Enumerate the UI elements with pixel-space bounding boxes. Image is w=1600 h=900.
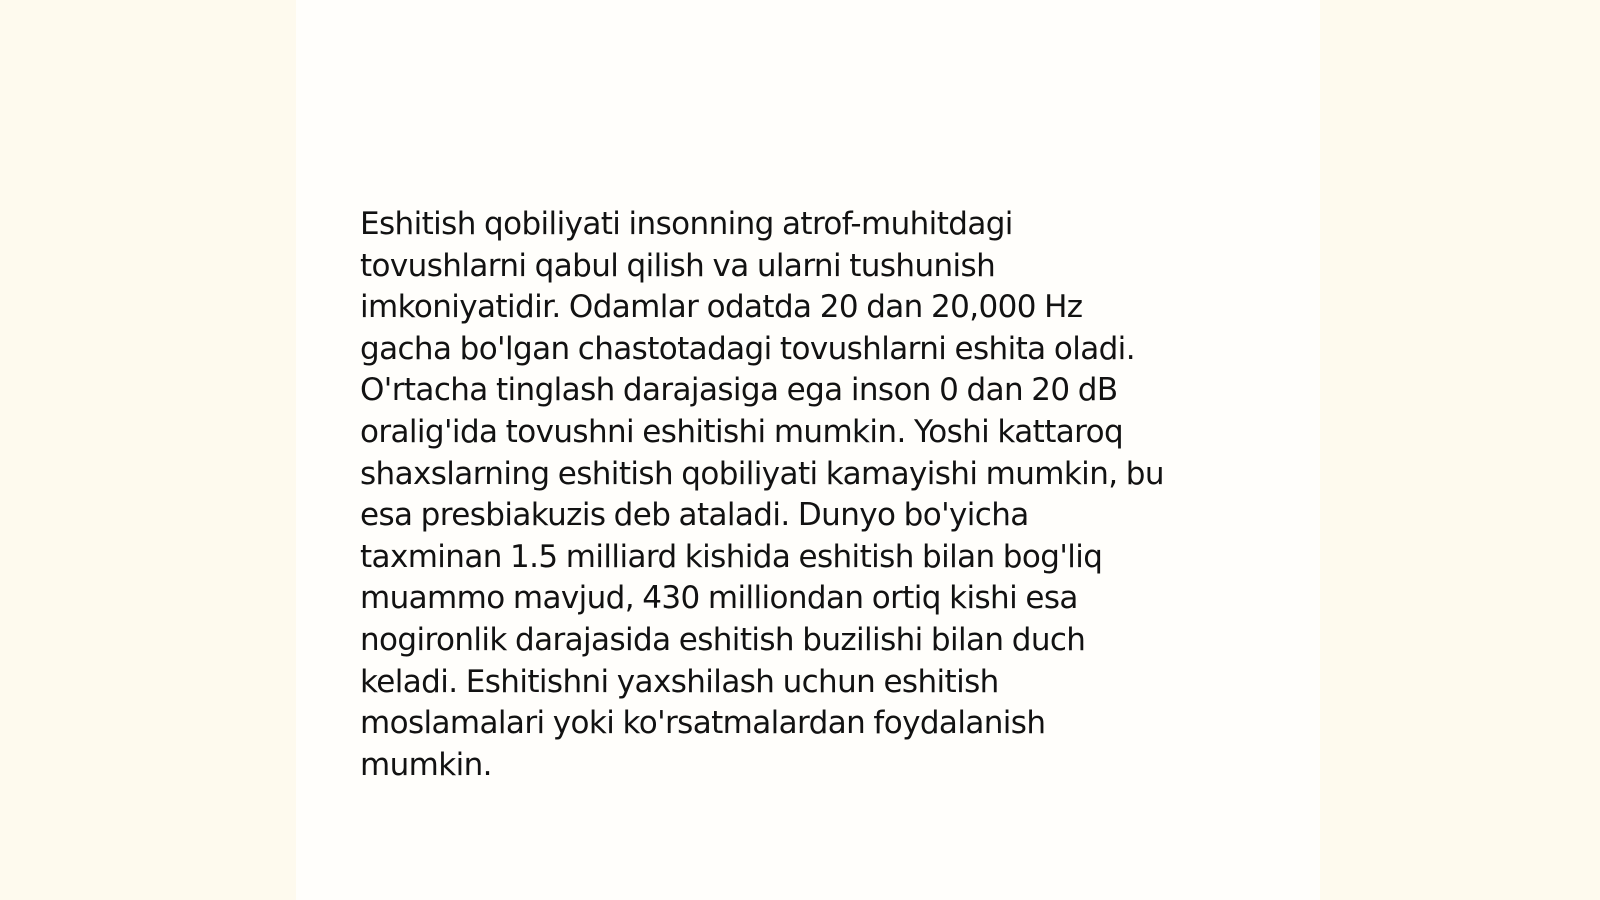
body-paragraph: Eshitish qobiliyati insonning atrof-muhitdagi tovushlarni qabul qilish va ularni tushunish imkoniyatidir. Odamlar odatda 20 dan 20,000 Hz gacha bo'lgan chastotadagi tovushlarni eshita oladi. O'rtacha tinglash darajasiga ega inson 0 dan 20 dB oralig'ida tovushni eshitishi mumkin. Yoshi kattaroq shaxslarning eshitish qobiliyati kamayishi mumkin, bu esa presbiakuzis deb ataladi. Dunyo bo'yicha taxminan 1.5 milliard kishida eshitish bilan bog'liq muammo mavjud, 430 milliondan ortiq kishi esa nogironlik darajasida eshitish buzilishi bilan duch keladi. Eshitishni yaxshilash uchun eshitish moslamalari yoki ko'rsatmalardan foydalanish mumkin. xyxy=(360,206,1164,783)
document-page xyxy=(296,0,1320,900)
